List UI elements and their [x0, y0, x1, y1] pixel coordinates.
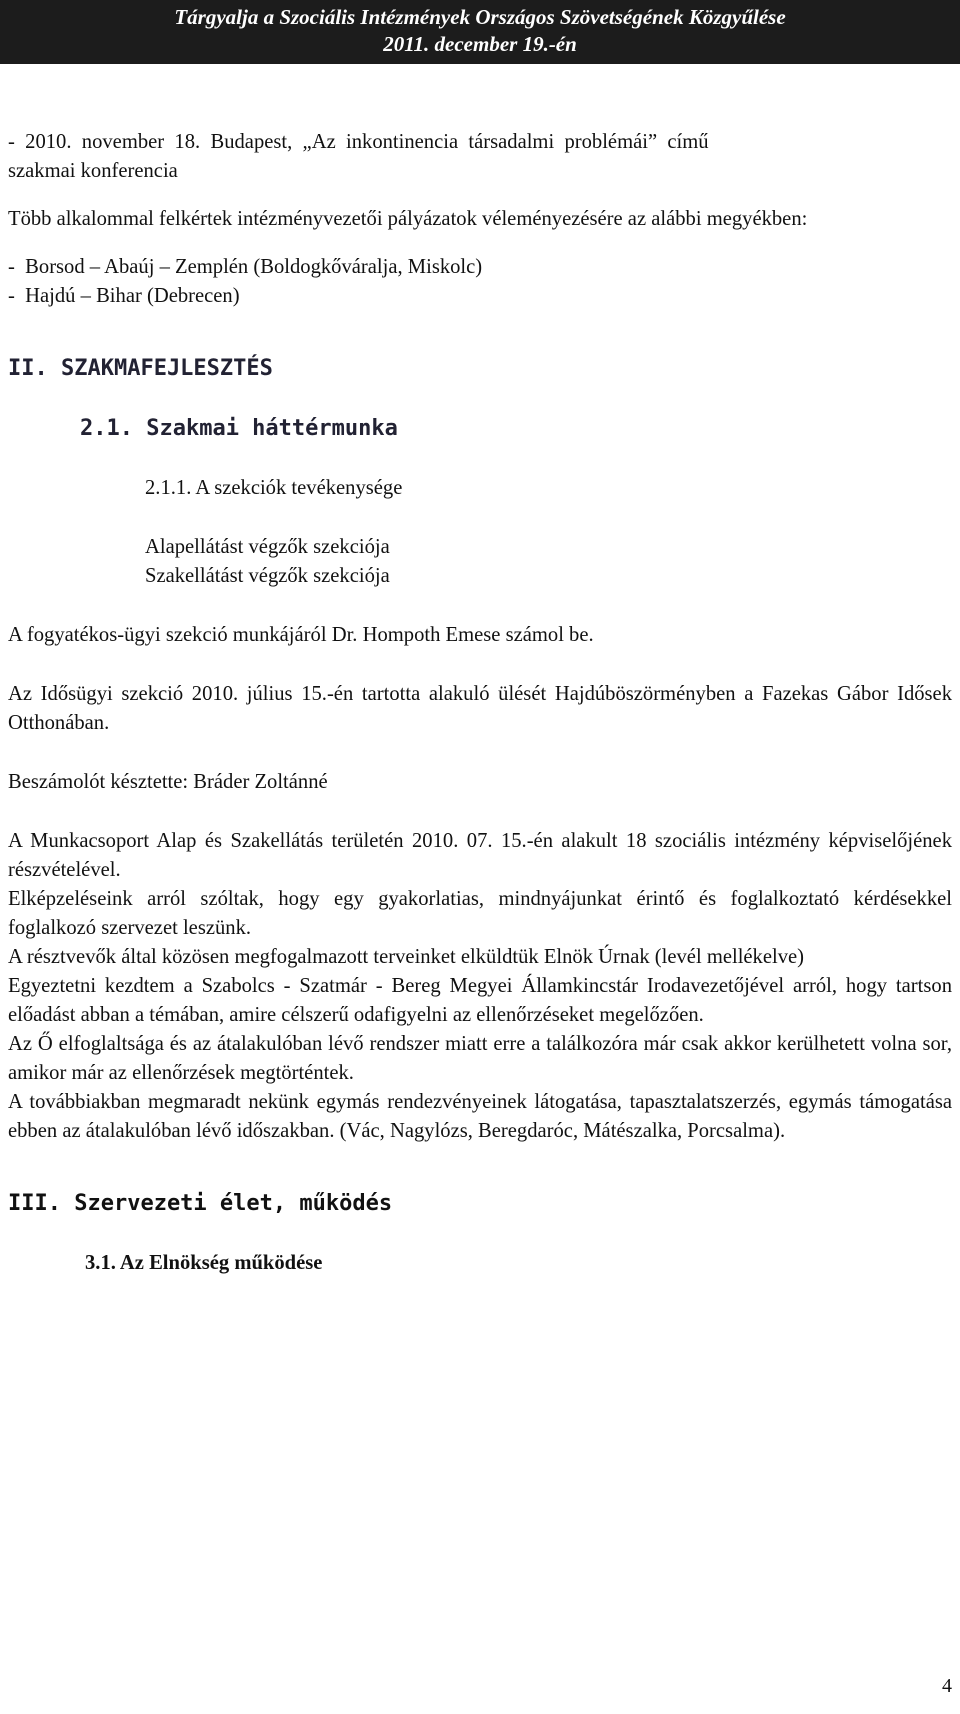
ideas-paragraph: Elképzeléseink arról szóltak, hogy egy gyakorlatias, mindnyájunkat érintő és foglalkoztató kérdésekkel foglalkozó szervezet leszünk. [8, 888, 952, 939]
header-title: Tárgyalja a Szociális Intézmények Országos Szövetségének Közgyűlése [174, 5, 786, 29]
treasury-paragraph: Egyeztetni kezdtem a Szabolcs - Szatmár - Bereg Megyei Államkincstár Irodavezetőjével arról, hogy tartson előadást abban a témában, amire célszerű odafigyelni az ellenőrzéseket megelőzően. [8, 975, 952, 1026]
page-number: 4 [942, 1675, 952, 1697]
elderly-section-paragraph: Az Idősügyi szekció 2010. július 15.-én tartotta alakuló ülését Hajdúböszörményben a Fazekas Gábor Idősek Otthonában. [8, 683, 952, 734]
header-date: 2011. december 19.-én [383, 32, 577, 56]
section-primary-care: Alapellátást végzők szekciója [145, 536, 390, 558]
subsection-3-1-heading: 3.1. Az Elnökség működése [85, 1252, 323, 1274]
section-2-heading: II. SZAKMAFEJLESZTÉS [8, 356, 273, 381]
county-item-1: - Borsod – Abaúj – Zemplén (Boldogkőváralja, Miskolc) [8, 256, 483, 278]
workgroup-paragraph: A Munkacsoport Alap és Szakellátás területén 2010. 07. 15.-én alakult 18 szociális intézmény képviselőjének részvételével. [8, 830, 952, 881]
conference-line-1: - 2010. november 18. Budapest, „Az inkontinencia társadalmi problémái” című [8, 131, 709, 153]
page-header [0, 0, 960, 64]
report-author: Beszámolót késztette: Bráder Zoltánné [8, 771, 328, 793]
conference-line-2: szakmai konferencia [8, 160, 178, 182]
future-paragraph: A továbbiakban megmaradt nekünk egymás rendezvényeinek látogatása, tapasztalatszerzés, egymás támogatása ebben az átalakulóban lévő időszakban. (Vác, Nagylózs, Beregdaróc, Mátészalka, Porcsalma). [8, 1091, 952, 1142]
section-3-heading: III. Szervezeti élet, működés [8, 1191, 393, 1216]
busy-paragraph: Az Ő elfoglaltsága és az átalakulóban lévő rendszer miatt erre a találkozóra már csak akkor kerülhetett volna sor, amikor már az ellenőrzések megtörténtek. [8, 1033, 952, 1084]
document-body [8, 128, 952, 1278]
county-item-2: - Hajdú – Bihar (Debrecen) [8, 285, 240, 307]
subsection-2-1-heading: 2.1. Szakmai háttérmunka [80, 416, 398, 441]
invite-paragraph: Több alkalommal felkértek intézményvezetői pályázatok véleményezésére az alábbi megyékben: [8, 208, 808, 230]
disabled-section-paragraph: A fogyatékos-ügyi szekció munkájáról Dr. Hompoth Emese számol be. [8, 624, 594, 646]
subsection-2-1-1-heading: 2.1.1. A szekciók tevékenysége [145, 477, 403, 499]
section-specialist-care: Szakellátást végzők szekciója [145, 565, 390, 587]
plans-paragraph: A résztvevők által közösen megfogalmazott terveinket elküldtük Elnök Úrnak (levél mellékelve) [8, 946, 805, 968]
